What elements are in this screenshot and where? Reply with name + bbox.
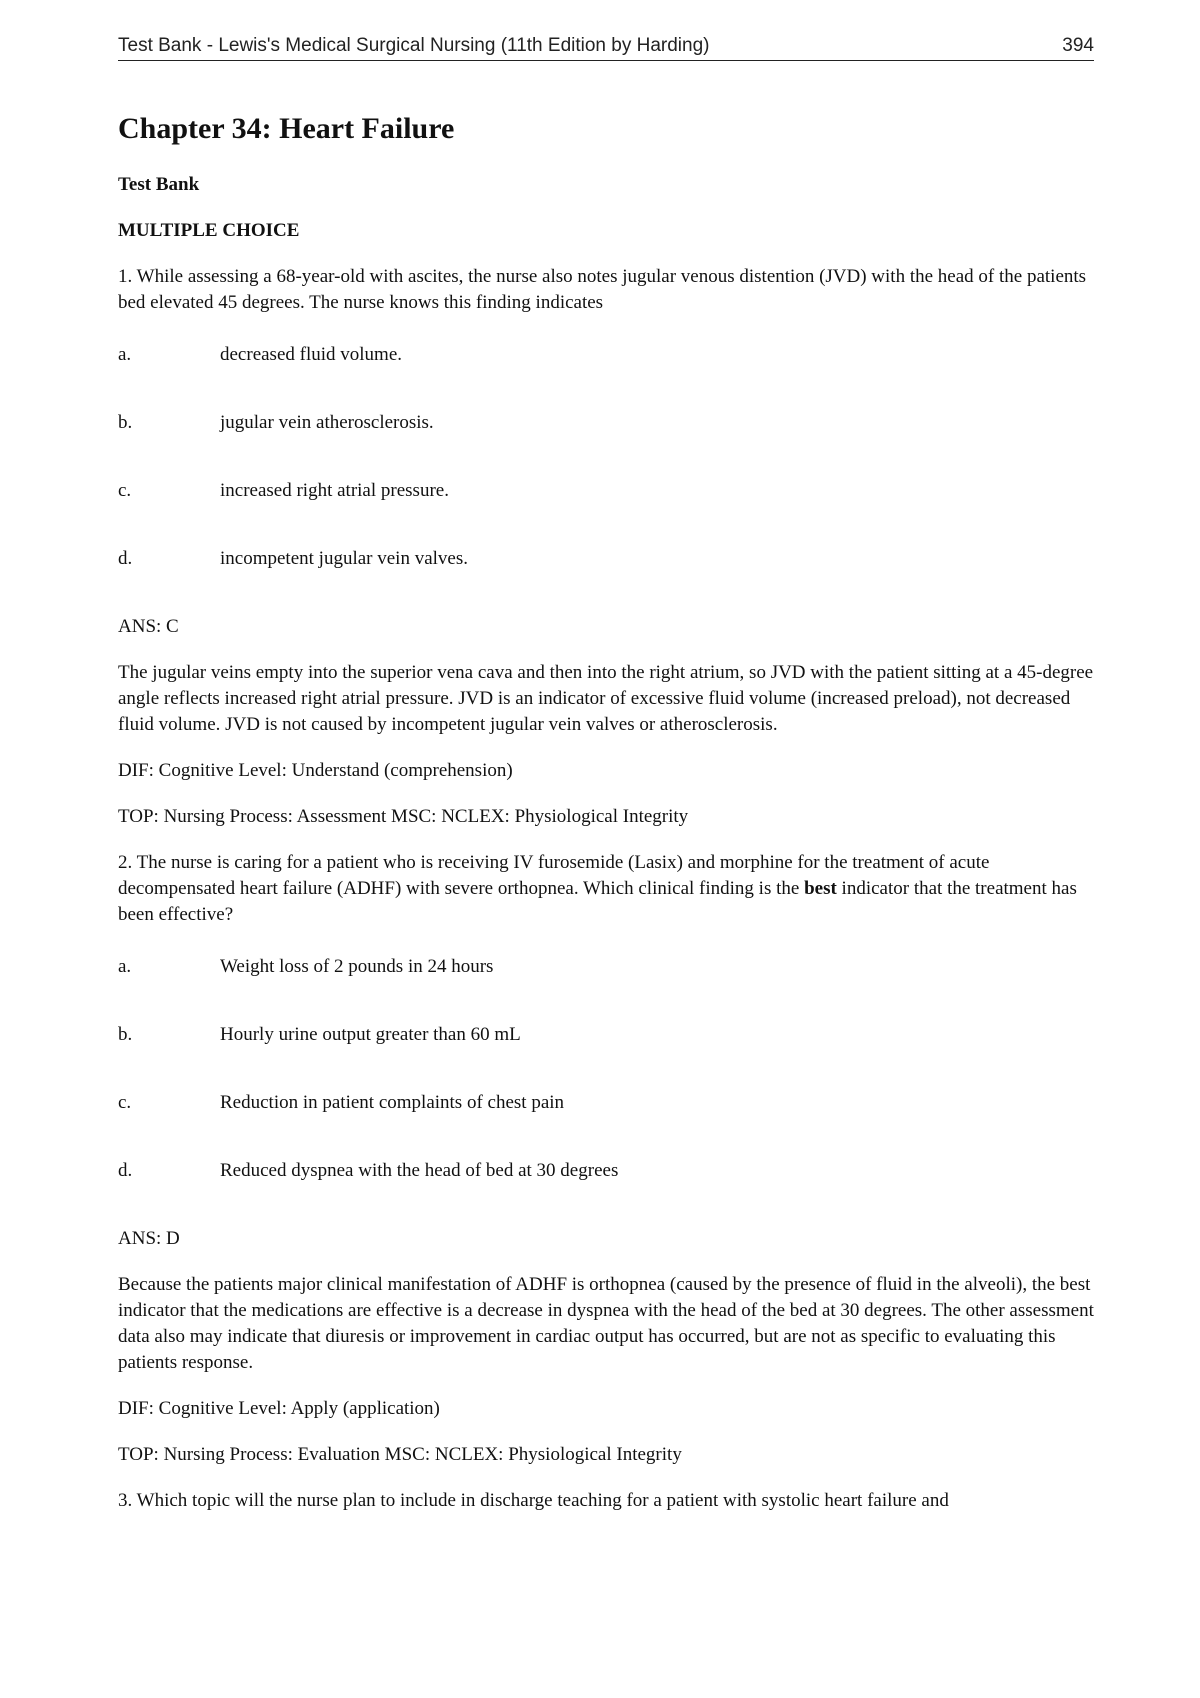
rationale: The jugular veins empty into the superior vena cava and then into the right atrium, so JVD with the patient sitting at a 45-degree angle reflects increased right atrial pressure. JVD is an indicator of excessive fluid volume (increased preload), not decreased fluid volume. JVD is not caused by incompetent jugular vein valves or atherosclerosis. — [118, 662, 1094, 735]
answer-key: ANS: C — [118, 616, 179, 637]
subtitle: Test Bank — [118, 174, 200, 195]
option-letter: d. — [118, 1160, 133, 1181]
option-letter: a. — [118, 344, 132, 365]
chapter-title: Chapter 34: Heart Failure — [118, 112, 455, 145]
difficulty: DIF: Cognitive Level: Apply (application) — [118, 1398, 440, 1419]
option-b — [118, 410, 1098, 478]
question-1 — [118, 264, 1098, 830]
option-letter: b. — [118, 412, 133, 433]
topic: TOP: Nursing Process: Evaluation MSC: NCLEX: Physiological Integrity — [118, 1444, 682, 1465]
question-stem — [118, 850, 1098, 928]
option-text: incompetent jugular vein valves. — [220, 548, 468, 569]
page-header — [118, 34, 1094, 61]
question-stem-start: 2. The nurse is caring for a patient who is receiving IV furosemide (Lasix) and morphine for the treatment of acute decompensated heart failure (ADHF) with severe orthopnea. Which clinical finding is the — [118, 852, 990, 899]
option-letter: d. — [118, 548, 133, 569]
option-b — [118, 1022, 1098, 1090]
option-d — [118, 1158, 1098, 1226]
topic: TOP: Nursing Process: Assessment MSC: NCLEX: Physiological Integrity — [118, 806, 689, 827]
option-letter: b. — [118, 1024, 133, 1045]
option-letter: c. — [118, 1092, 132, 1113]
question-2 — [118, 850, 1098, 1468]
option-text: increased right atrial pressure. — [220, 480, 449, 501]
option-text: decreased fluid volume. — [220, 344, 403, 365]
difficulty: DIF: Cognitive Level: Understand (comprehension) — [118, 760, 513, 781]
question-stem-emphasis: best — [804, 878, 837, 899]
answer-options — [118, 954, 1098, 1226]
option-d — [118, 546, 1098, 614]
answer-key: ANS: D — [118, 1228, 180, 1249]
answer-options — [118, 342, 1098, 614]
question-stem: 1. While assessing a 68-year-old with ascites, the nurse also notes jugular venous distention (JVD) with the head of the patients bed elevated 45 degrees. The nurse knows this finding indicates — [118, 266, 1087, 313]
option-text: jugular vein atherosclerosis. — [220, 412, 434, 433]
option-letter: a. — [118, 956, 132, 977]
option-text: Reduced dyspnea with the head of bed at 30 degrees — [220, 1160, 619, 1181]
option-c — [118, 478, 1098, 546]
option-text: Weight loss of 2 pounds in 24 hours — [220, 956, 494, 977]
option-a — [118, 342, 1098, 410]
header-title: Test Bank - Lewis's Medical Surgical Nursing (11th Edition by Harding) — [118, 35, 710, 56]
rationale: Because the patients major clinical manifestation of ADHF is orthopnea (caused by the presence of fluid in the alveoli), the best indicator that the medications are effective is a decrease in dyspnea with the head of the bed at 30 degrees. The other assessment data also may indicate that diuresis or improvement in cardiac output has occurred, but are not as specific to evaluating this patients response. — [118, 1274, 1094, 1373]
option-letter: c. — [118, 480, 132, 501]
section-heading: MULTIPLE CHOICE — [118, 220, 300, 241]
option-text: Hourly urine output greater than 60 mL — [220, 1024, 521, 1045]
question-3 — [118, 1488, 1098, 1514]
question-stem: 3. Which topic will the nurse plan to include in discharge teaching for a patient with systolic heart failure and — [118, 1490, 949, 1511]
question-stem-end: indicator that the treatment has been effective? — [118, 878, 1077, 925]
option-text: Reduction in patient complaints of chest pain — [220, 1092, 565, 1113]
option-c — [118, 1090, 1098, 1158]
document-body — [118, 111, 1098, 1534]
page-number: 394 — [1062, 35, 1094, 56]
option-a — [118, 954, 1098, 1022]
